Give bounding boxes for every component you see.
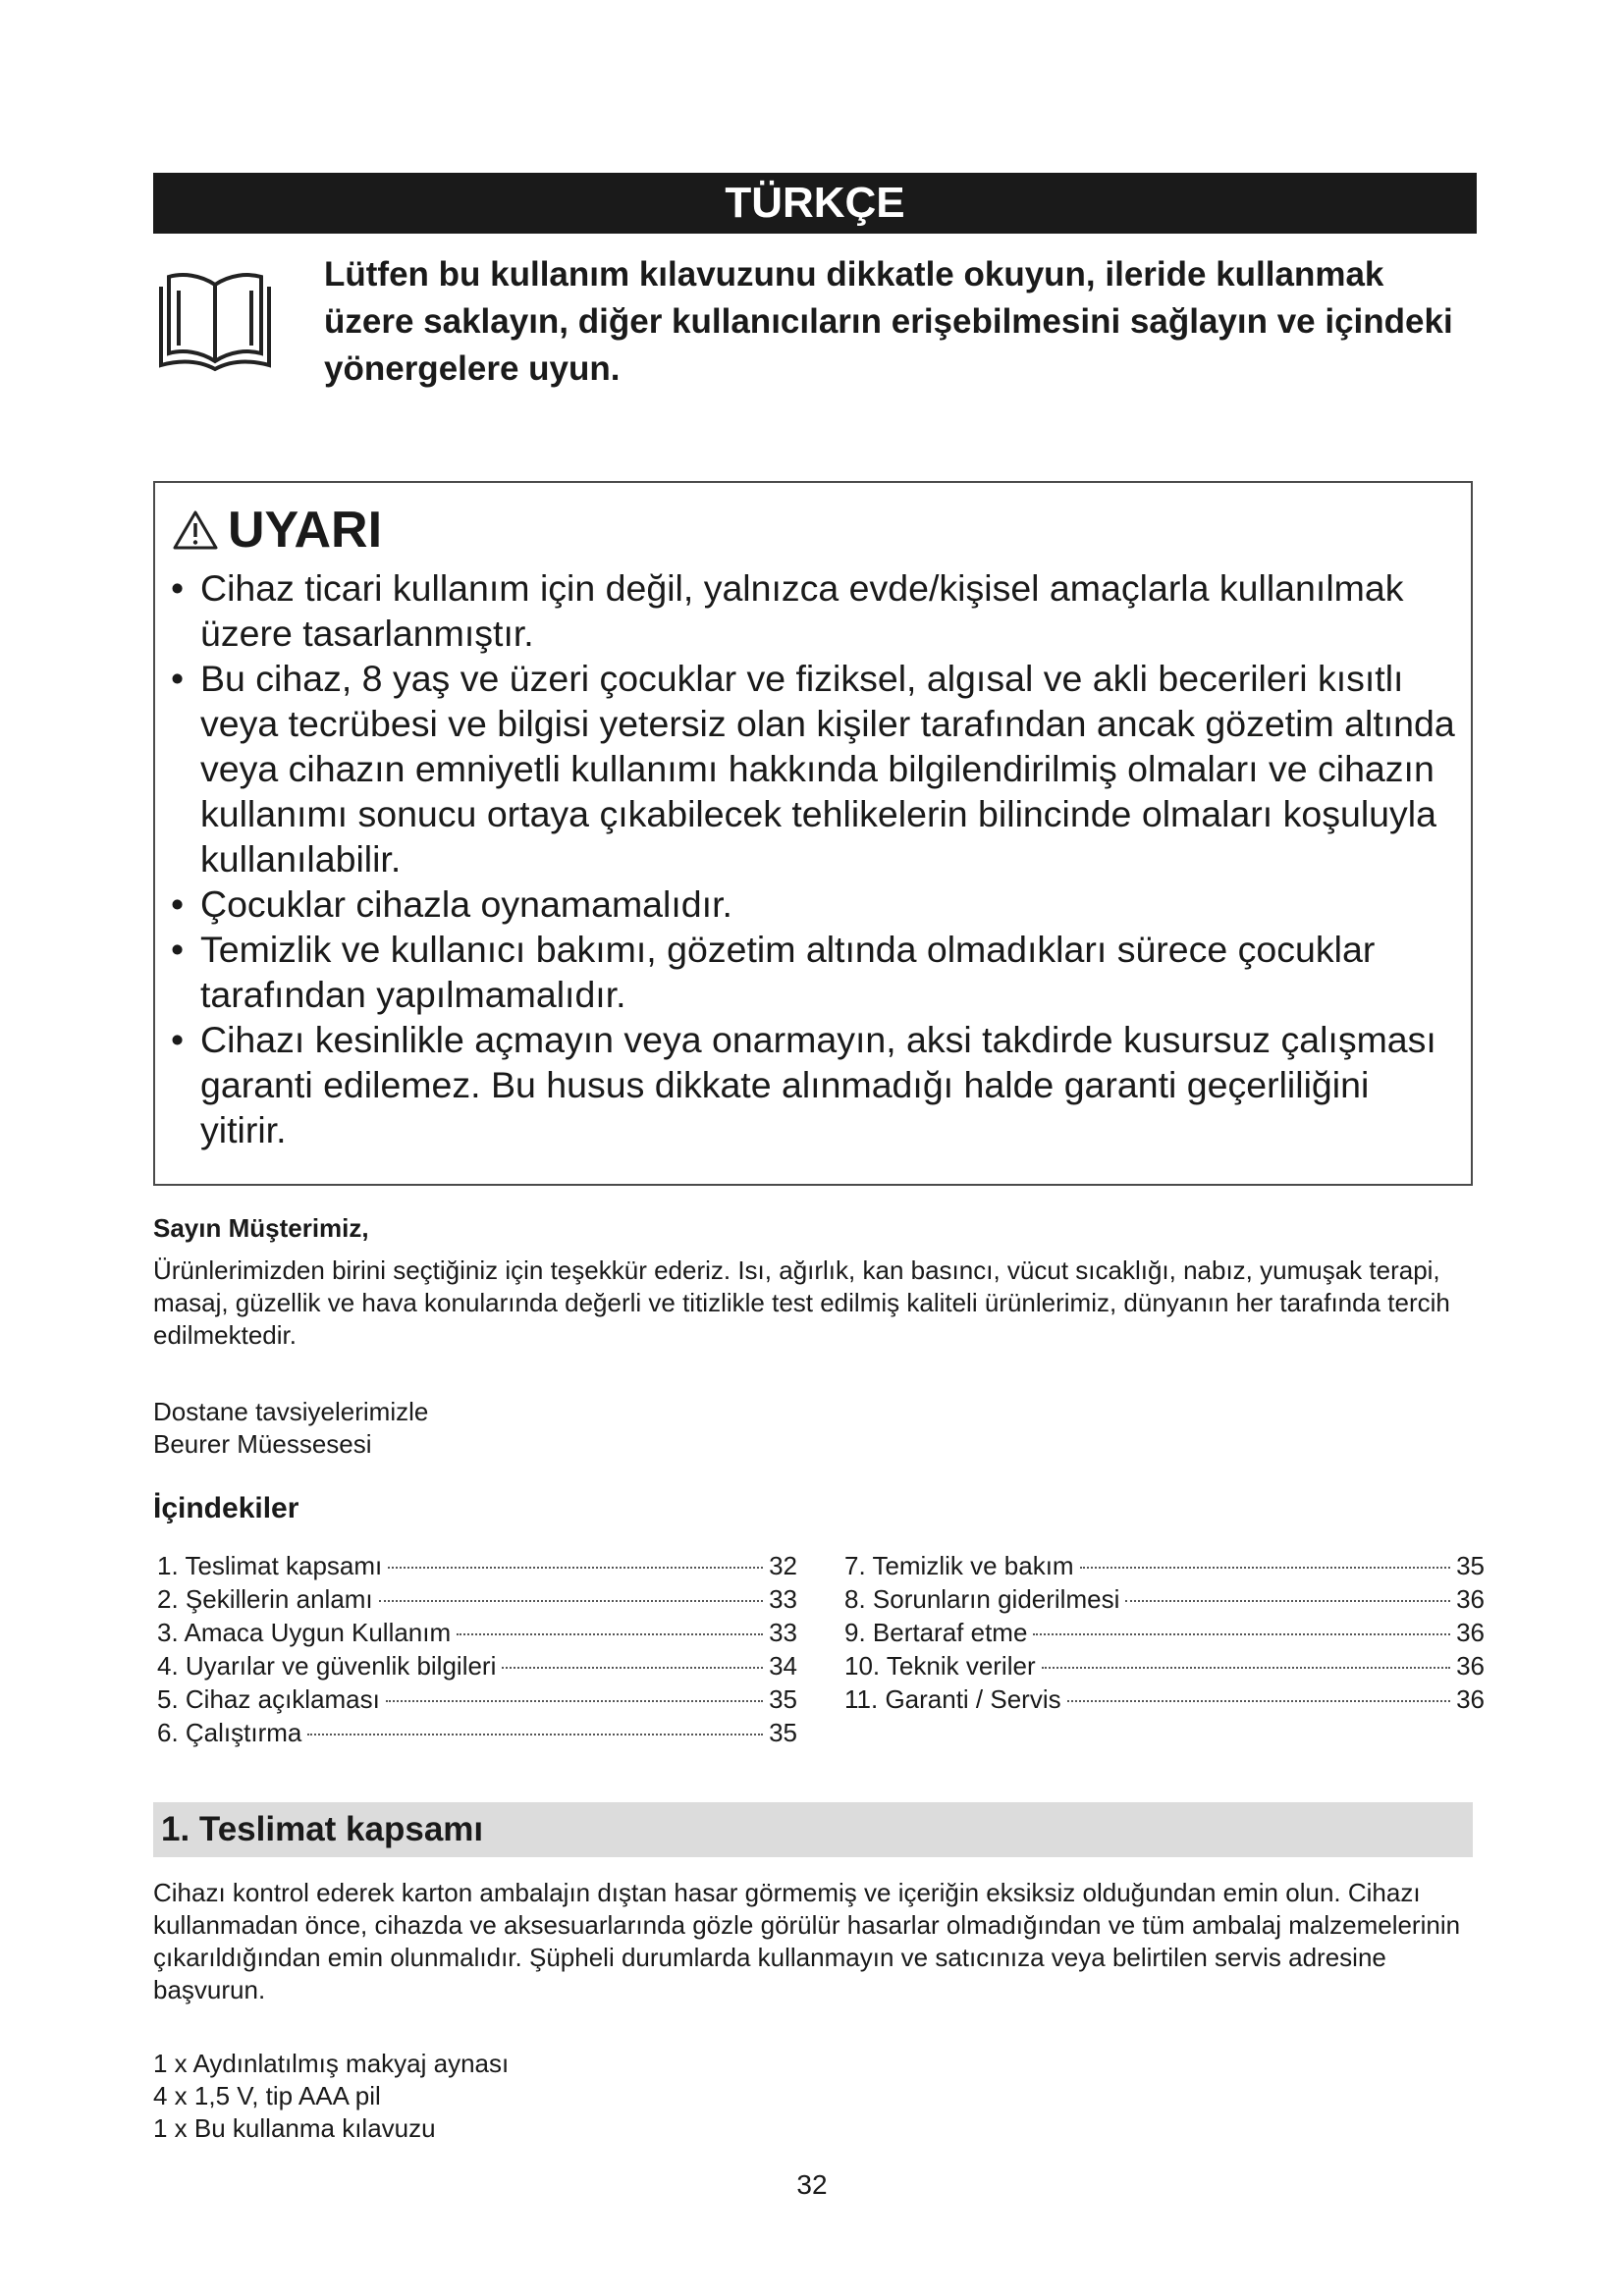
language-header: TÜRKÇE (153, 173, 1477, 234)
warning-title (173, 496, 382, 564)
toc-entry-page: 35 (769, 1684, 797, 1714)
toc-right-column (844, 1549, 1485, 1716)
toc-leader-dots (1080, 1567, 1450, 1569)
section-heading-delivery: 1. Teslimat kapsamı (153, 1802, 1473, 1857)
toc-leader-dots (457, 1633, 763, 1635)
delivery-item: 1 x Aydınlatılmış makyaj aynası (153, 2049, 510, 2078)
toc-entry[interactable] (844, 1549, 1485, 1582)
toc-entry[interactable] (157, 1716, 797, 1749)
toc-leader-dots (379, 1600, 763, 1602)
toc-entry-label: 8. Sorunların giderilmesi (844, 1584, 1120, 1614)
toc-leader-dots (502, 1667, 763, 1669)
intro-text: Lütfen bu kullanım kılavuzunu dikkatle okuyun, ileride kullanmak üzere saklayın, diğer kullanıcıların erişebilmesini sağlayın ve içindeki yönergelere uyun. (324, 255, 1453, 388)
toc-entry-label: 6. Çalıştırma (157, 1718, 302, 1747)
warning-item: • Bu cihaz, 8 yaş ve üzeri çocuklar ve fiziksel, algısal ve akli becerileri kısıtlı veya tecrübesi ve bilgisi yetersiz olan kişiler tarafından ancak gözetim altında veya cihazın emniyetli kullanımı hakkında bilgilendirilmiş olmaları ve cihazın kullanımı sonucu ortaya çıkabilecek tehlikelerin bilincinde olmaları koşuluyla kullanılabilir. (167, 656, 1463, 881)
toc-entry-page: 36 (1456, 1618, 1485, 1647)
letter-body: Ürünlerimizden birini seçtiğiniz için teşekkür ederiz. Isı, ağırlık, kan basıncı, vücut sıcaklığı, nabız, yumuşak terapi, masaj, güzellik ve hava konularında değerli ve titizlikle test edilmiş kaliteli ürünlerimiz, dünyanın her tarafında tercih edilmektedir. (153, 1255, 1450, 1350)
toc-title: İçindekiler (153, 1492, 299, 1524)
toc-entry-label: 2. Şekillerin anlamı (157, 1584, 373, 1614)
toc-entry-page: 33 (769, 1618, 797, 1647)
toc-entry[interactable] (157, 1582, 797, 1616)
toc-entry[interactable] (844, 1649, 1485, 1682)
warning-item: • Cihazı kesinlikle açmayın veya onarmayın, aksi takdirde kusursuz çalışması garanti edilemez. Bu husus dikkate alınmadığı halde garanti geçerliliğini yitirir. (167, 1017, 1463, 1152)
warning-item: • Temizlik ve kullanıcı bakımı, gözetim altında olmadıkları sürece çocuklar tarafından yapılmamalıdır. (167, 927, 1463, 1017)
toc-entry-page: 33 (769, 1584, 797, 1614)
toc-entry-page: 36 (1456, 1651, 1485, 1681)
toc-leader-dots (1125, 1600, 1450, 1602)
toc-entry[interactable] (157, 1682, 797, 1716)
book-icon (157, 263, 273, 373)
delivery-contents-list (153, 2048, 939, 2145)
toc-entry-page: 35 (1456, 1551, 1485, 1580)
warning-list (167, 565, 1463, 1152)
toc-leader-dots (1042, 1667, 1450, 1669)
toc-entry-page: 32 (769, 1551, 797, 1580)
toc-entry[interactable] (157, 1549, 797, 1582)
delivery-item: 4 x 1,5 V, tip AAA pil (153, 2081, 381, 2110)
toc-entry-label: 4. Uyarılar ve güvenlik bilgileri (157, 1651, 497, 1681)
letter-closing (153, 1396, 939, 1461)
toc-entry-page: 36 (1456, 1684, 1485, 1714)
toc-entry-label: 11. Garanti / Servis (844, 1684, 1061, 1714)
toc-leader-dots (1033, 1633, 1450, 1635)
toc-leader-dots (386, 1700, 763, 1702)
section-body: Cihazı kontrol ederek karton ambalajın dıştan hasar görmemiş ve içeriğin eksiksiz olduğundan emin olun. Cihazı kullanmadan önce, cihazda ve aksesuarlarında gözle görülür hasarlar olmadığından ve tüm ambalaj malzemelerinin çıkarıldığından emin olunmalıdır. Şüpheli durumlarda kullanmayın ve satıcınıza veya belirtilen servis adresine başvurun. (153, 1878, 1461, 2004)
warning-title-text: UYARI (228, 502, 383, 559)
toc-entry-page: 36 (1456, 1584, 1485, 1614)
toc-entry-label: 10. Teknik veriler (844, 1651, 1036, 1681)
delivery-item: 1 x Bu kullanma kılavuzu (153, 2113, 436, 2143)
toc-leader-dots (1067, 1700, 1450, 1702)
salutation: Sayın Müşterimiz, (153, 1213, 369, 1243)
warning-item: • Cihaz ticari kullanım için değil, yalnızca evde/kişisel amaçlarla kullanılmak üzere tasarlanmıştır. (167, 565, 1463, 656)
toc-entry-label: 7. Temizlik ve bakım (844, 1551, 1074, 1580)
toc-left-column (157, 1549, 797, 1749)
toc-entry-label: 3. Amaca Uygun Kullanım (157, 1618, 452, 1647)
toc-entry[interactable] (157, 1616, 797, 1649)
page-number: 32 (796, 2169, 828, 2200)
toc-entry-label: 5. Cihaz açıklaması (157, 1684, 380, 1714)
toc-leader-dots (388, 1567, 763, 1569)
warning-item: • Çocuklar cihazla oynamamalıdır. (167, 881, 1463, 927)
toc-entry[interactable] (844, 1582, 1485, 1616)
toc-entry-page: 34 (769, 1651, 797, 1681)
toc-entry-page: 35 (769, 1718, 797, 1747)
toc-entry[interactable] (157, 1649, 797, 1682)
toc-leader-dots (307, 1734, 763, 1735)
closing-signature: Beurer Müessesesi (153, 1429, 372, 1459)
toc-entry-label: 9. Bertaraf etme (844, 1618, 1028, 1647)
closing-line: Dostane tavsiyelerimizle (153, 1397, 429, 1426)
toc-entry[interactable] (844, 1616, 1485, 1649)
warning-triangle-icon (173, 509, 218, 551)
toc-entry[interactable] (844, 1682, 1485, 1716)
toc-entry-label: 1. Teslimat kapsamı (157, 1551, 383, 1580)
